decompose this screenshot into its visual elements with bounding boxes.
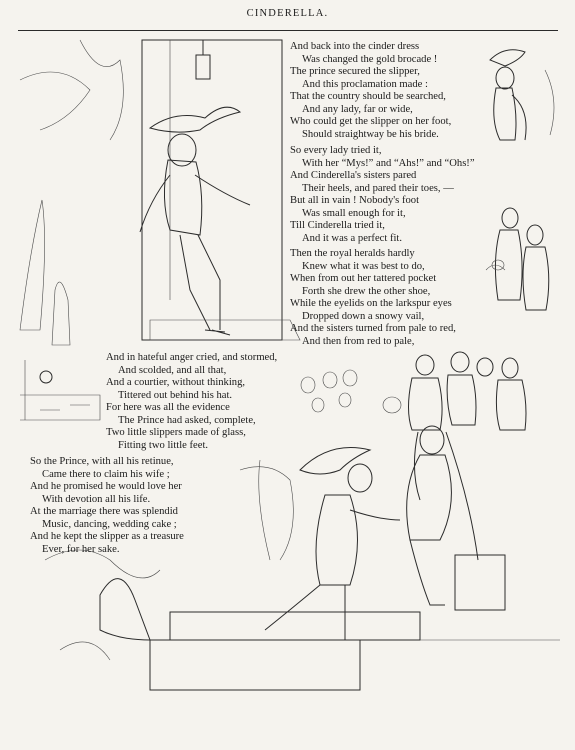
poem-line: Tittered out behind his hat.: [118, 389, 233, 401]
poem-line: And it was a perfect fit.: [302, 232, 403, 244]
poem-line: Should straightway be his bride.: [302, 128, 439, 140]
poem-line: And Cinderella's sisters pared: [290, 170, 417, 182]
poem-line: Came there to claim his wife ;: [42, 468, 170, 480]
poem-line: And this proclamation made :: [302, 78, 428, 90]
poem-line: Music, dancing, wedding cake ;: [42, 518, 177, 530]
poem-line: Knew what it was best to do,: [302, 260, 425, 272]
poem-line: Dropped down a snowy vail,: [302, 310, 425, 322]
poem-line: With devotion all his life.: [42, 493, 151, 505]
poem-line: Forth she drew the other shoe,: [302, 285, 431, 297]
poem-line: When from out her tattered pocket: [290, 273, 437, 285]
poem-line: For here was all the evidence: [106, 402, 230, 414]
poem-line: Who could get the slipper on her foot,: [290, 116, 452, 128]
poem-line: Fitting two little feet.: [118, 439, 209, 451]
poem-line: And the sisters turned from pale to red,: [290, 323, 456, 335]
poem-line: But all in vain ! Nobody's foot: [290, 195, 420, 207]
poem-line: The prince secured the slipper,: [290, 66, 420, 78]
poem-line: Then the royal heralds hardly: [290, 248, 415, 259]
prince-in-doorway-illustration: [20, 40, 300, 345]
poem-line: That the country should be searched,: [290, 91, 446, 103]
poem-line: With her “Mys!” and “Ahs!” and “Ohs!”: [302, 157, 475, 169]
poem-line: So every lady tried it,: [290, 145, 382, 156]
poem-stanza-2: [290, 145, 475, 245]
poem-line: And he kept the slipper as a treasure: [30, 531, 184, 543]
poem-line: And back into the cinder dress: [290, 41, 420, 52]
poem-line: At the marriage there was splendid: [30, 506, 178, 518]
lady-with-hat-illustration: [490, 50, 554, 140]
sisters-illustration: [486, 208, 549, 310]
poem-stanza-3: [290, 248, 456, 348]
poem-stanza-1: [290, 41, 451, 141]
poem-line: While the eyelids on the larkspur eyes: [290, 298, 452, 310]
poem-line: Ever, for her sake.: [42, 543, 120, 555]
poem-stanza-4: [106, 352, 277, 452]
poem-line: So the Prince, with all his retinue,: [30, 456, 174, 467]
poem-line: And a courtier, without thinking,: [106, 377, 246, 389]
poem-line: And he promised he would love her: [30, 481, 182, 493]
castle-wall-illustration: [20, 360, 100, 420]
poem-line: Was changed the gold brocade !: [302, 53, 438, 65]
poem-line: Two little slippers made of glass,: [106, 427, 246, 439]
poem-stanza-5: [30, 456, 184, 556]
poem-line: And scolded, and all that,: [118, 364, 227, 376]
poem-line: And any lady, far or wide,: [302, 103, 413, 115]
poem-line: Their heels, and pared their toes, —: [302, 182, 454, 194]
poem-line: Till Cinderella tried it,: [290, 220, 385, 232]
poem-line: The Prince had asked, complete,: [118, 414, 256, 426]
poem-line: Was small enough for it,: [302, 207, 406, 219]
page-header: CINDERELLA.: [246, 8, 329, 19]
poem-line: And in hateful anger cried, and stormed,: [106, 352, 278, 363]
poem-line: And then from red to pale,: [302, 335, 415, 347]
